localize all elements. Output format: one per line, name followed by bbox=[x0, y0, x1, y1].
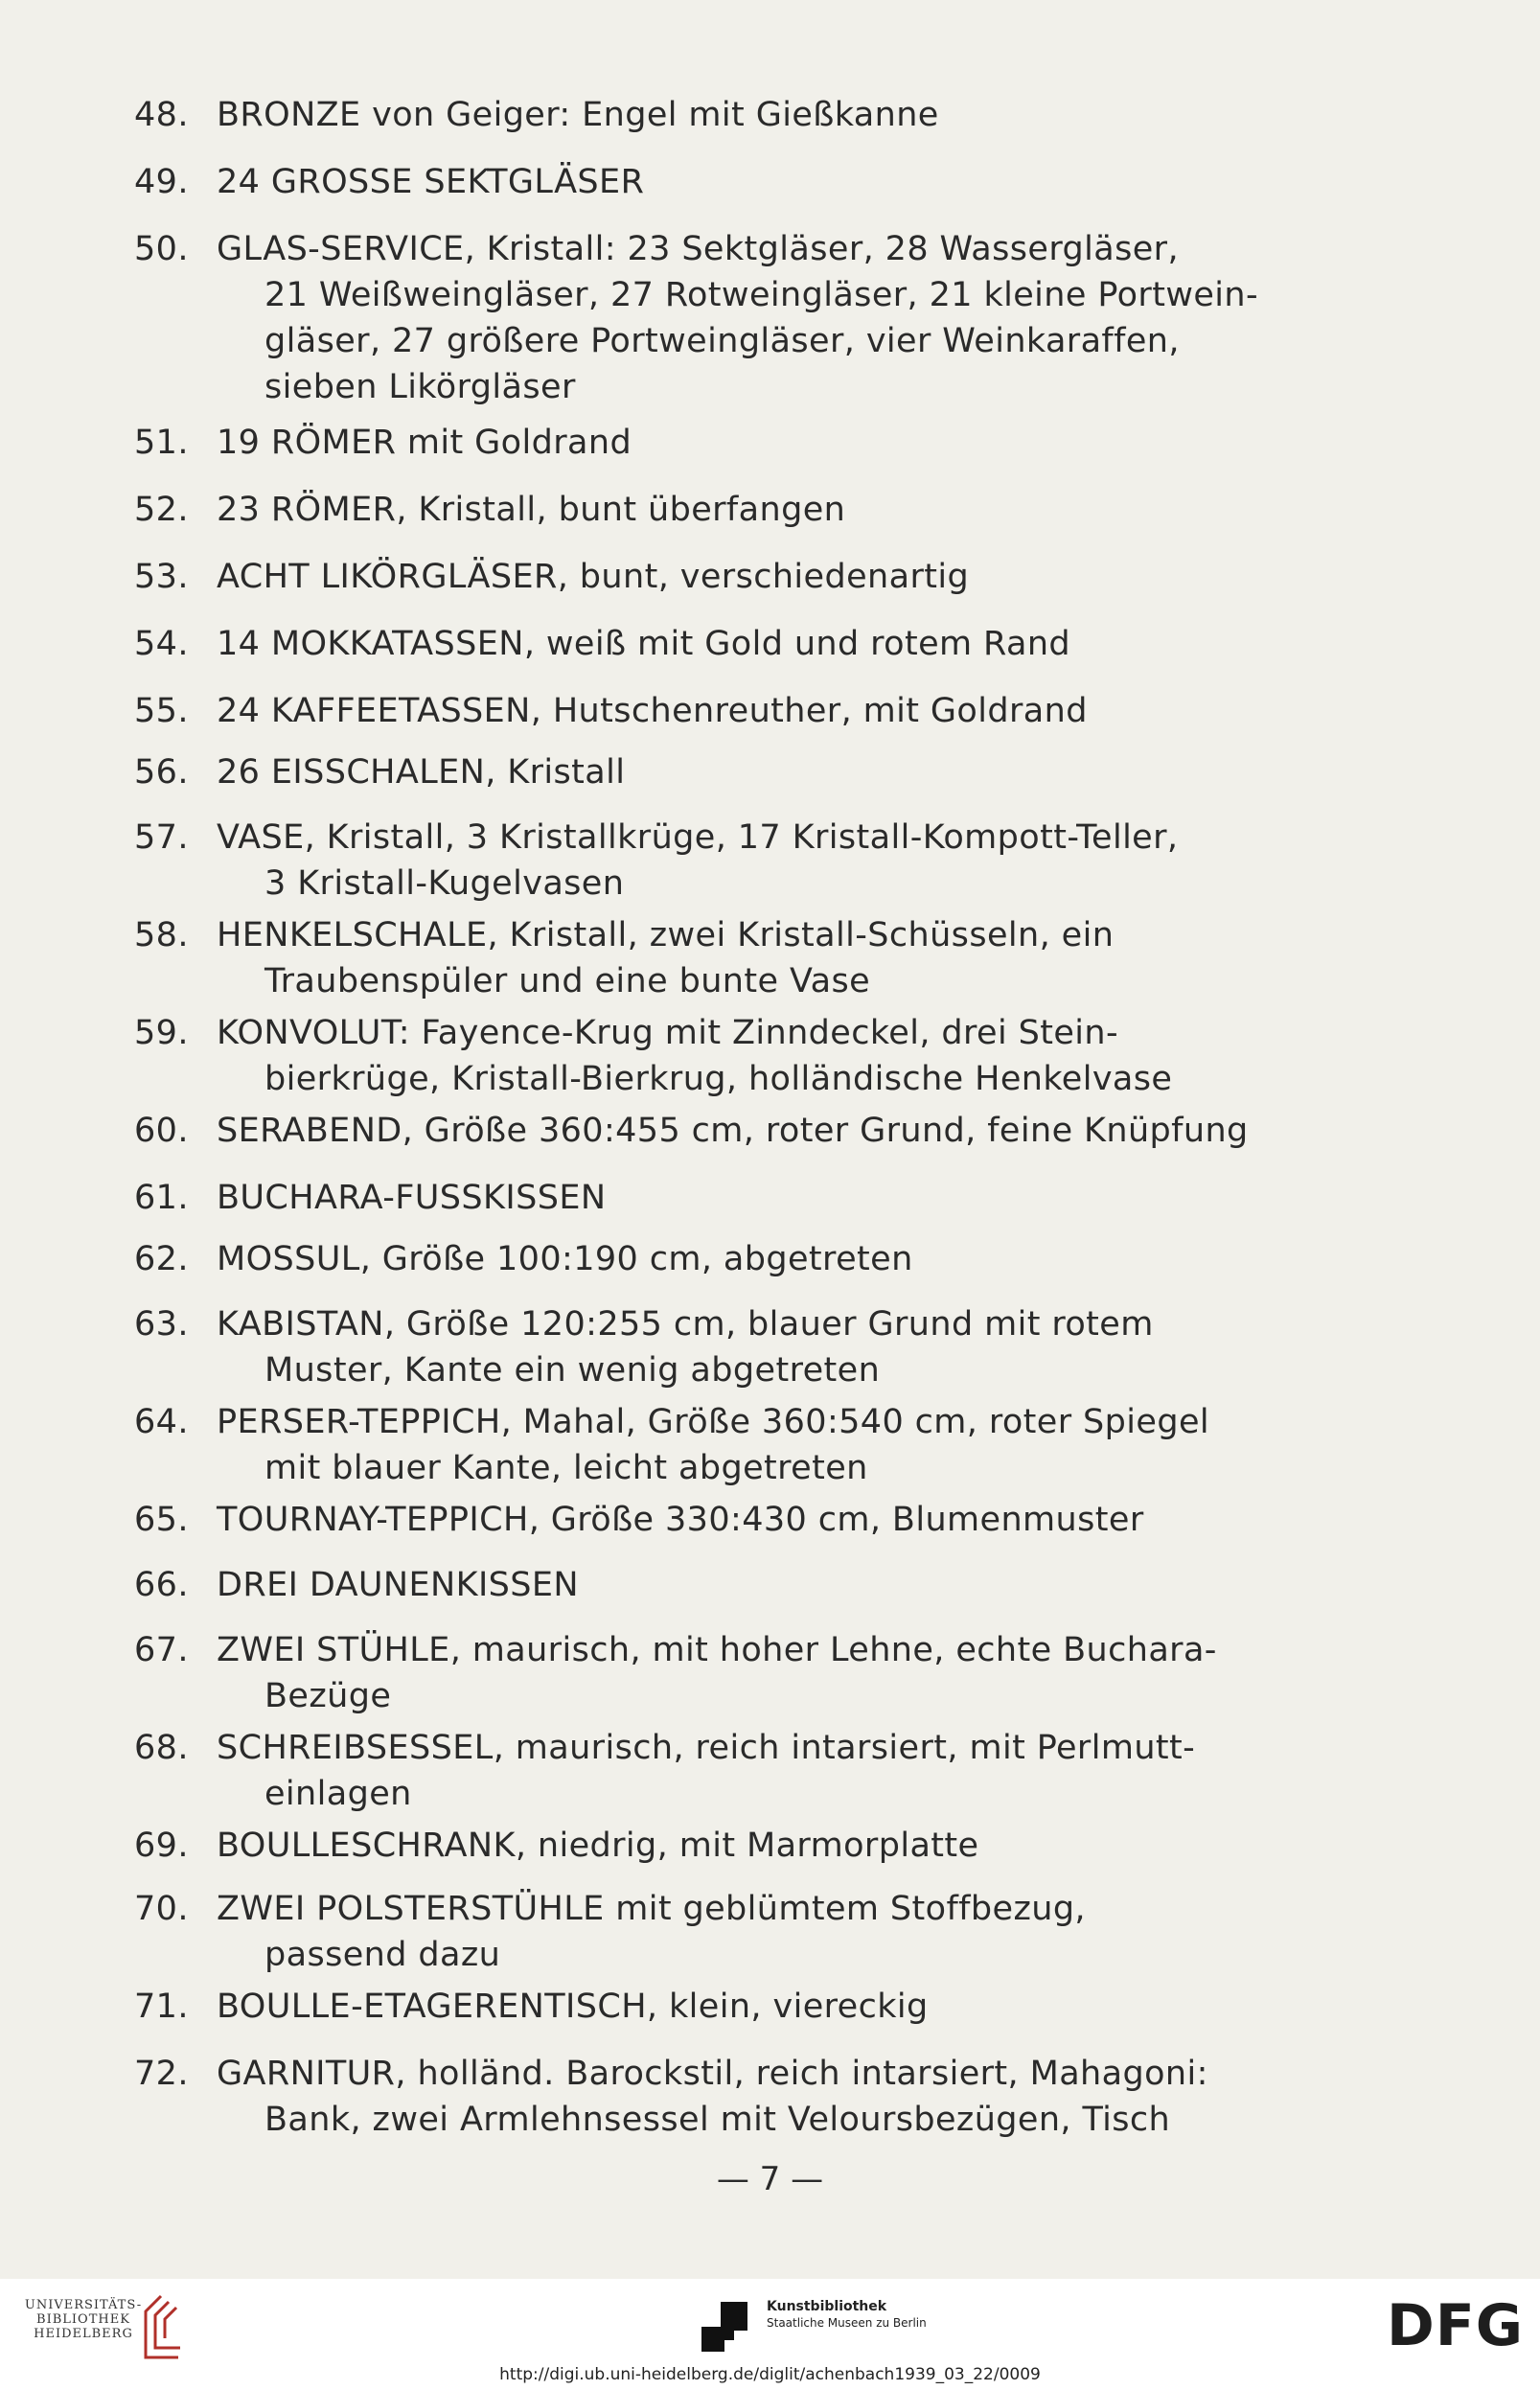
entry-line: BOULLE-ETAGERENTISCH, klein, viereckig bbox=[217, 1988, 929, 2026]
catalog-entry bbox=[134, 92, 1322, 138]
entry-line: 23 RÖMER, Kristall, bunt überfangen bbox=[217, 491, 846, 529]
catalog-entry bbox=[134, 749, 1322, 795]
entry-line: bierkrüge, Kristall-Bierkrug, holländische Henkelvase bbox=[264, 1060, 1173, 1098]
entry-number: 48. bbox=[134, 96, 189, 134]
catalog-entry bbox=[134, 1497, 1322, 1543]
ub-line: BIBLIOTHEK bbox=[36, 2312, 130, 2327]
entry-number: 56. bbox=[134, 753, 189, 792]
entry-number: 71. bbox=[134, 1988, 189, 2026]
entry-line: 24 KAFFEETASSEN, Hutschenreuther, mit Goldrand bbox=[217, 692, 1088, 730]
catalog-entry bbox=[134, 1175, 1322, 1221]
entry-line: Muster, Kante ein wenig abgetreten bbox=[264, 1351, 881, 1390]
entry-number: 53. bbox=[134, 558, 189, 596]
catalog-entry bbox=[134, 1399, 1322, 1491]
catalog-entry bbox=[134, 688, 1322, 734]
entry-line: 21 Weißweingläser, 27 Rotweingläser, 21 kleine Portwein- bbox=[264, 276, 1259, 314]
entry-number: 59. bbox=[134, 1014, 189, 1052]
entry-number: 50. bbox=[134, 230, 189, 268]
entry-line: 19 RÖMER mit Goldrand bbox=[217, 424, 632, 462]
entry-line: KONVOLUT: Fayence-Krug mit Zinndeckel, drei Stein- bbox=[217, 1014, 1119, 1052]
entry-number: 62. bbox=[134, 1240, 189, 1278]
kunstbibliothek-logo-icon[interactable] bbox=[696, 2298, 753, 2356]
entry-line: PERSER-TEPPICH, Mahal, Größe 360:540 cm, roter Spiegel bbox=[217, 1403, 1210, 1441]
entry-text bbox=[217, 1562, 1322, 1608]
entry-text bbox=[217, 487, 1322, 533]
kunstbibliothek-wordmark[interactable] bbox=[767, 2298, 927, 2331]
entry-line: 3 Kristall-Kugelvasen bbox=[264, 864, 625, 903]
catalog-entry bbox=[134, 1562, 1322, 1608]
entry-line: DREI DAUNENKISSEN bbox=[217, 1566, 580, 1604]
kunstbibliothek-subtitle: Staatliche Museen zu Berlin bbox=[767, 2316, 927, 2330]
entry-number: 64. bbox=[134, 1403, 189, 1441]
entry-text bbox=[217, 1236, 1322, 1282]
entry-line: SCHREIBSESSEL, maurisch, reich intarsiert, mit Perlmutt- bbox=[217, 1729, 1196, 1767]
entry-line: 24 GROSSE SEKTGLÄSER bbox=[217, 163, 645, 201]
entry-number: 55. bbox=[134, 692, 189, 730]
entry-number: 66. bbox=[134, 1566, 189, 1604]
entry-number: 54. bbox=[134, 625, 189, 663]
entry-number: 52. bbox=[134, 491, 189, 529]
entry-number: 68. bbox=[134, 1729, 189, 1767]
entry-line: GLAS-SERVICE, Kristall: 23 Sektgläser, 28 Wassergläser, bbox=[217, 230, 1179, 268]
dfg-logo[interactable]: DFG bbox=[1386, 2292, 1524, 2359]
catalog-entry bbox=[134, 815, 1322, 907]
entry-number: 65. bbox=[134, 1501, 189, 1539]
catalog-entry bbox=[134, 420, 1322, 466]
entry-line: BRONZE von Geiger: Engel mit Gießkanne bbox=[217, 96, 939, 134]
ub-line: HEIDELBERG bbox=[34, 2327, 133, 2341]
entry-line: ZWEI STÜHLE, maurisch, mit hoher Lehne, echte Buchara- bbox=[217, 1631, 1217, 1669]
ub-heidelberg-wordmark[interactable] bbox=[21, 2298, 146, 2341]
catalog-entry bbox=[134, 1010, 1322, 1102]
entry-number: 61. bbox=[134, 1179, 189, 1217]
catalog-entry bbox=[134, 2051, 1322, 2143]
entry-line: mit blauer Kante, leicht abgetreten bbox=[264, 1449, 868, 1487]
catalog-entry bbox=[134, 912, 1322, 1004]
entry-line: Bezüge bbox=[264, 1677, 392, 1715]
entry-number: 51. bbox=[134, 424, 189, 462]
entry-line: BUCHARA-FUSSKISSEN bbox=[217, 1179, 607, 1217]
entry-number: 70. bbox=[134, 1890, 189, 1928]
entry-line: gläser, 27 größere Portweingläser, vier Weinkaraffen, bbox=[264, 322, 1180, 360]
catalog-entry bbox=[134, 1627, 1322, 1719]
entry-text bbox=[217, 1399, 1322, 1491]
catalog-entry bbox=[134, 1236, 1322, 1282]
catalog-entry bbox=[134, 621, 1322, 667]
entry-text bbox=[217, 1175, 1322, 1221]
entry-text bbox=[217, 420, 1322, 466]
catalog-entry bbox=[134, 1108, 1322, 1154]
entry-line: ZWEI POLSTERSTÜHLE mit geblümtem Stoffbezug, bbox=[217, 1890, 1086, 1928]
entry-number: 49. bbox=[134, 163, 189, 201]
entry-text bbox=[217, 226, 1322, 410]
entry-text bbox=[217, 749, 1322, 795]
entry-text bbox=[217, 2051, 1322, 2143]
entry-text bbox=[217, 159, 1322, 205]
entry-text bbox=[217, 1886, 1322, 1978]
entry-text bbox=[217, 912, 1322, 1004]
entry-line: VASE, Kristall, 3 Kristallkrüge, 17 Kristall-Kompott-Teller, bbox=[217, 818, 1179, 857]
entry-text bbox=[217, 1984, 1322, 2030]
entry-text bbox=[217, 92, 1322, 138]
catalog-entry bbox=[134, 1823, 1322, 1869]
entry-number: 57. bbox=[134, 818, 189, 857]
entry-line: ACHT LIKÖRGLÄSER, bunt, verschiedenartig bbox=[217, 558, 970, 596]
entry-line: SERABEND, Größe 360:455 cm, roter Grund, feine Knüpfung bbox=[217, 1112, 1249, 1150]
catalog-entry bbox=[134, 487, 1322, 533]
entry-text bbox=[217, 1627, 1322, 1719]
entry-line: TOURNAY-TEPPICH, Größe 330:430 cm, Blumenmuster bbox=[217, 1501, 1144, 1539]
catalog-entry bbox=[134, 1886, 1322, 1978]
page-number: — 7 — bbox=[716, 2160, 824, 2198]
entry-number: 63. bbox=[134, 1305, 189, 1344]
entry-text bbox=[217, 1725, 1322, 1817]
entry-line: einlagen bbox=[264, 1775, 412, 1813]
entry-text bbox=[217, 554, 1322, 600]
entry-line: Bank, zwei Armlehnsessel mit Veloursbezügen, Tisch bbox=[264, 2101, 1171, 2139]
source-url[interactable]: http://digi.ub.uni-heidelberg.de/diglit/achenbach1939_03_22/0009 bbox=[499, 2365, 1041, 2384]
catalog-entry bbox=[134, 226, 1322, 410]
entry-text bbox=[217, 1497, 1322, 1543]
entry-number: 72. bbox=[134, 2055, 189, 2093]
entry-line: passend dazu bbox=[264, 1936, 501, 1974]
ub-line: UNIVERSITÄTS- bbox=[24, 2298, 143, 2312]
entry-line: sieben Likörgläser bbox=[264, 368, 576, 406]
entry-line: 14 MOKKATASSEN, weiß mit Gold und rotem Rand bbox=[217, 625, 1071, 663]
entry-number: 67. bbox=[134, 1631, 189, 1669]
entry-text bbox=[217, 1301, 1322, 1393]
entry-line: BOULLESCHRANK, niedrig, mit Marmorplatte bbox=[217, 1827, 979, 1865]
entry-line: KABISTAN, Größe 120:255 cm, blauer Grund mit rotem bbox=[217, 1305, 1154, 1344]
entry-line: Traubenspüler und eine bunte Vase bbox=[264, 962, 871, 1000]
catalog-entry bbox=[134, 1984, 1322, 2030]
entry-number: 60. bbox=[134, 1112, 189, 1150]
entry-text bbox=[217, 1108, 1322, 1154]
kunstbibliothek-name: Kunstbibliothek bbox=[767, 2299, 887, 2314]
entry-line: MOSSUL, Größe 100:190 cm, abgetreten bbox=[217, 1240, 913, 1278]
catalog-entry bbox=[134, 159, 1322, 205]
entry-number: 58. bbox=[134, 916, 189, 954]
entry-text bbox=[217, 815, 1322, 907]
entry-text bbox=[217, 688, 1322, 734]
catalog-entry bbox=[134, 554, 1322, 600]
ub-heidelberg-logo-icon[interactable] bbox=[140, 2292, 184, 2361]
entry-text bbox=[217, 1823, 1322, 1869]
catalog-entry bbox=[134, 1725, 1322, 1817]
entry-line: 26 EISSCHALEN, Kristall bbox=[217, 753, 626, 792]
entry-number: 69. bbox=[134, 1827, 189, 1865]
catalog-entry bbox=[134, 1301, 1322, 1393]
entry-line: HENKELSCHALE, Kristall, zwei Kristall-Schüsseln, ein bbox=[217, 916, 1115, 954]
entry-line: GARNITUR, holländ. Barockstil, reich intarsiert, Mahagoni: bbox=[217, 2055, 1208, 2093]
entry-text bbox=[217, 621, 1322, 667]
entry-text bbox=[217, 1010, 1322, 1102]
